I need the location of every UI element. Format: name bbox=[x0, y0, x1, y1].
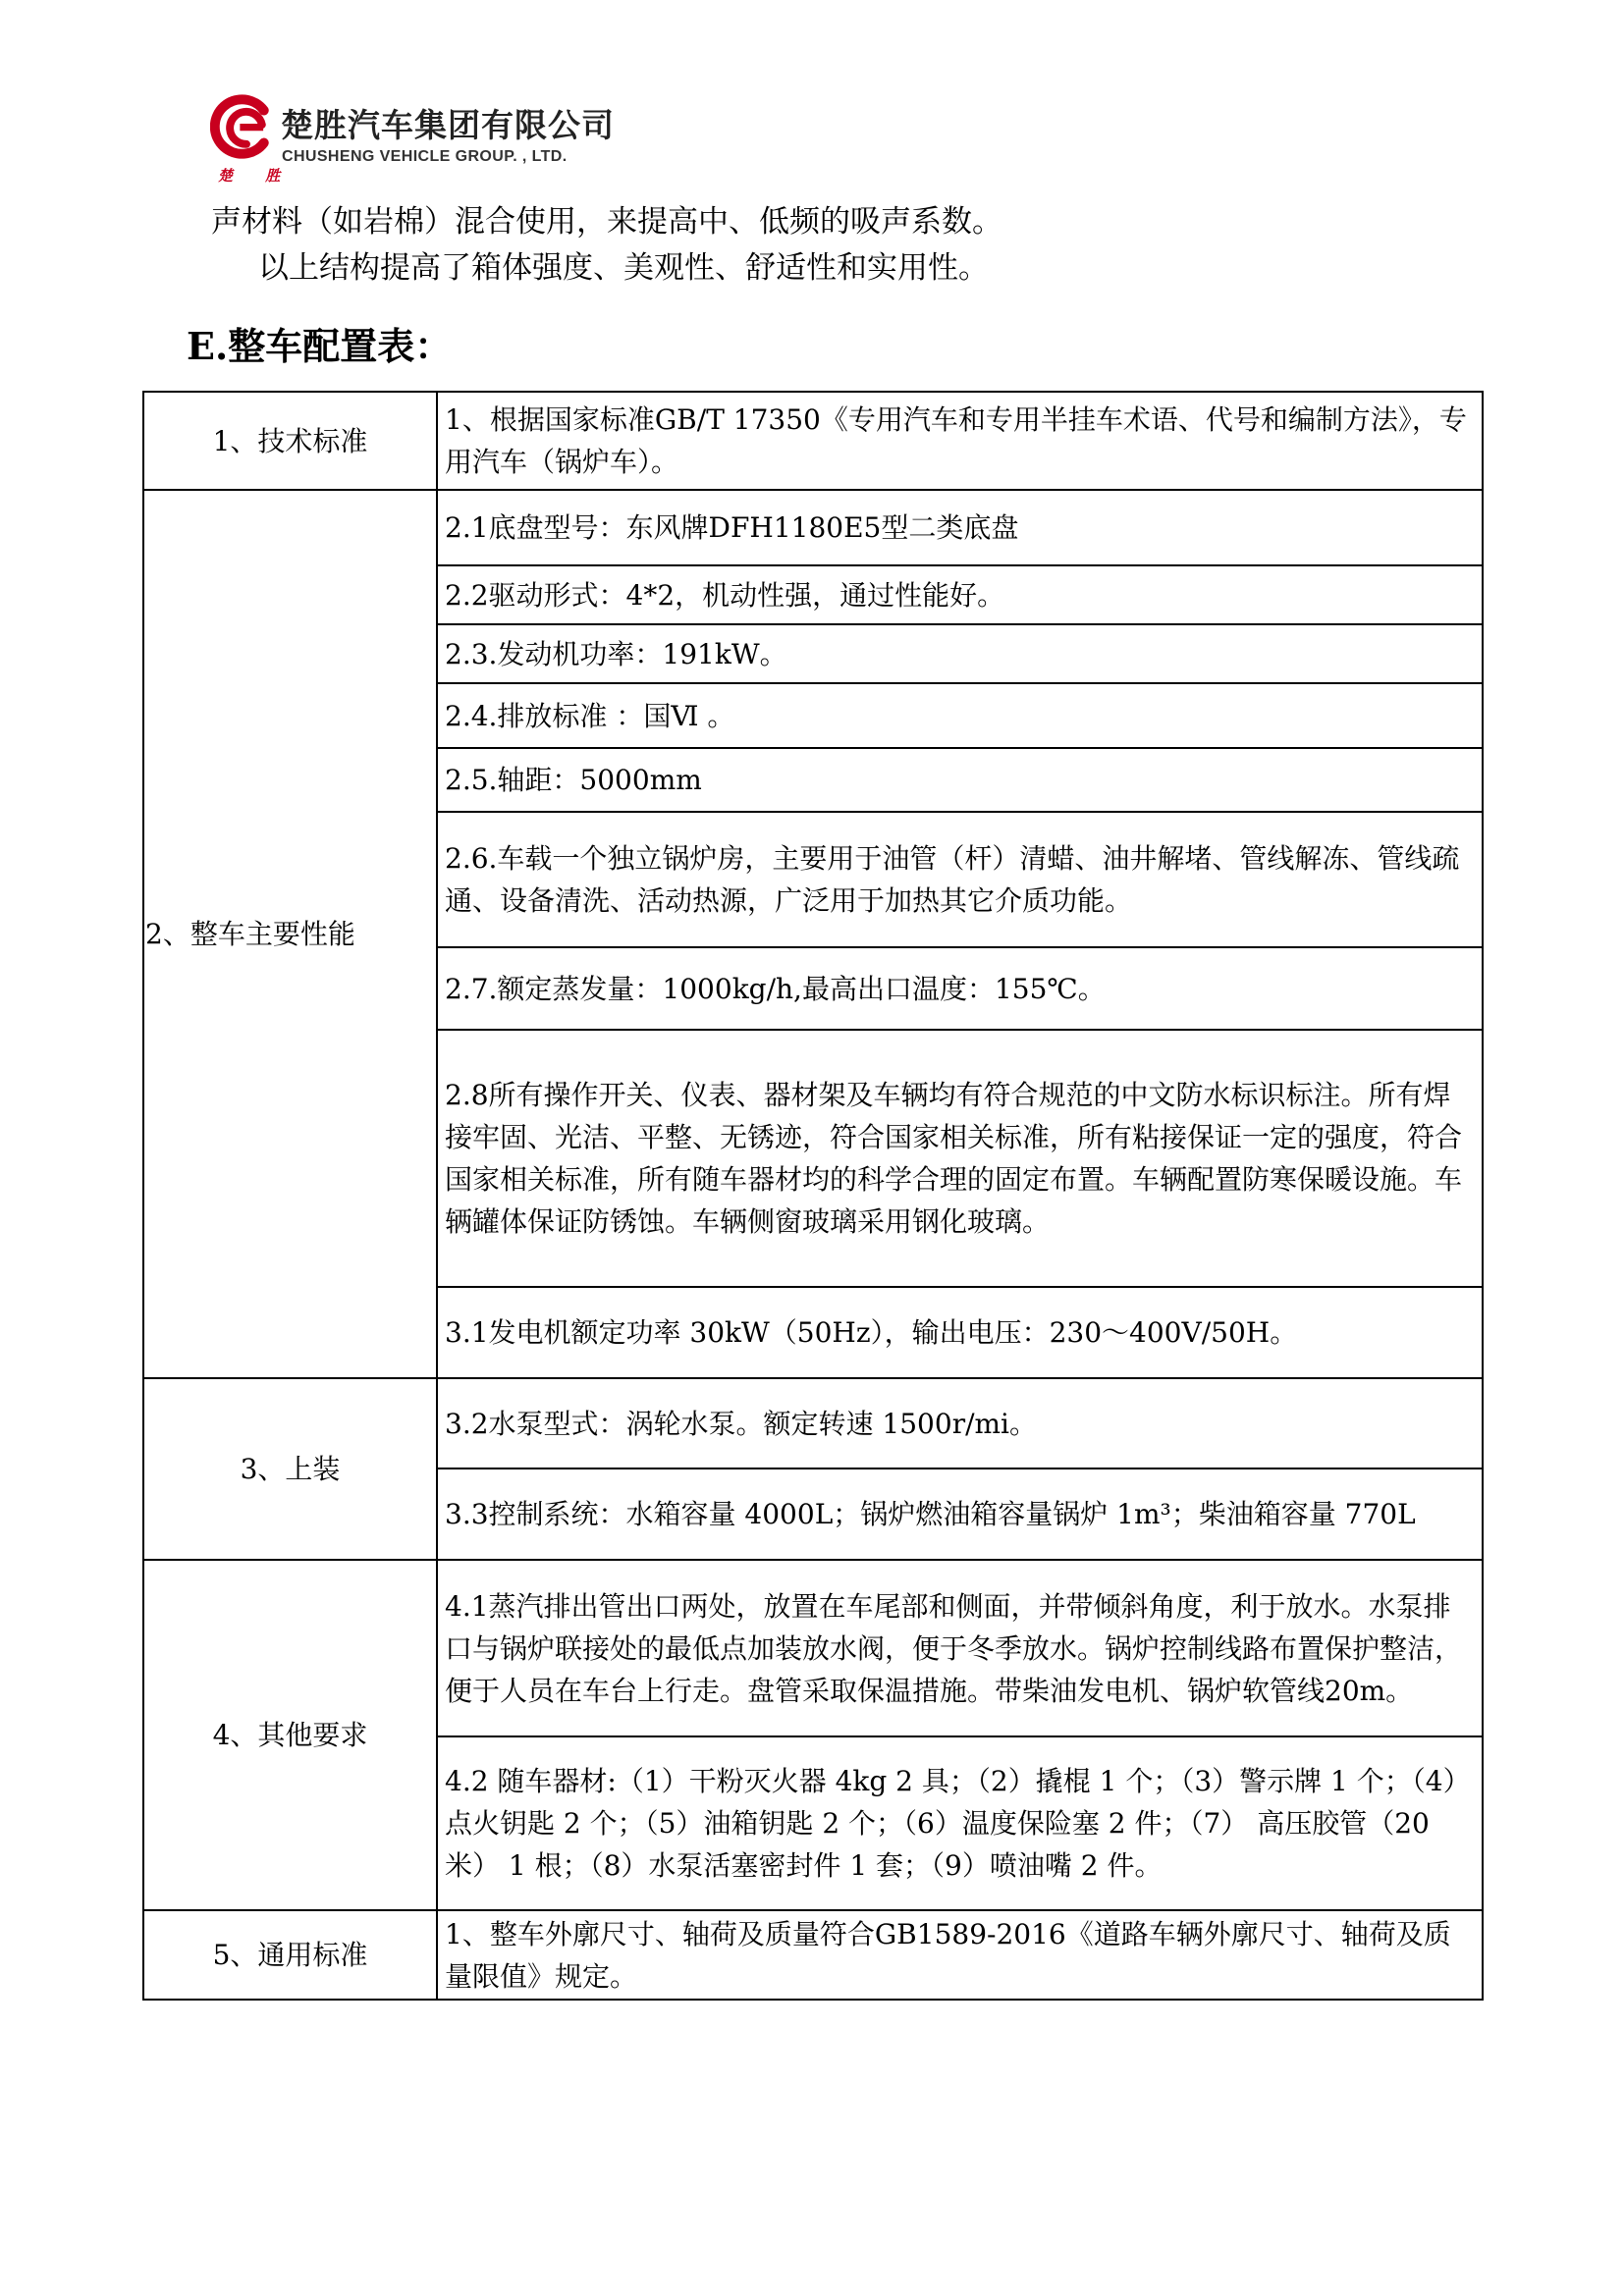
cell-dimension-standard: 1、整车外廓尺寸、轴荷及质量符合GB1589-2016《道路车辆外廓尺寸、轴荷及质量限值》规定。 bbox=[437, 1910, 1483, 2000]
cell-marking-and-welding: 2.8所有操作开关、仪表、器材架及车辆均有符合规范的中文防水标识标注。所有焊接牢固、光洁、平整、无锈迹，符合国家相关标准，所有粘接保证一定的强度，符合国家相关标准，所有随车器材均的科学合理的固定布置。车辆配置防寒保暖设施。车辆罐体保证防锈蚀。车辆侧窗玻璃采用钢化玻璃。 bbox=[437, 1030, 1483, 1287]
cell-emission-standard: 2.4.排放标准 ：国Ⅵ 。 bbox=[437, 683, 1483, 748]
table-row bbox=[143, 1560, 1483, 1736]
table-row bbox=[143, 1378, 1483, 1468]
section-label-technical-standard: 1、技术标准 bbox=[143, 392, 437, 490]
paragraph-sound-material: 声材料（如岩棉）混合使用，来提高中、低频的吸声系数。 bbox=[211, 204, 1002, 240]
cell-generator-power: 3.1发电机额定功率 30kW（50Hz），输出电压：230～400V/50H。 bbox=[437, 1287, 1483, 1378]
section-label-general-standard: 5、通用标准 bbox=[143, 1910, 437, 2000]
cell-water-pump: 3.2水泵型式：涡轮水泵。额定转速 1500r/mi。 bbox=[437, 1378, 1483, 1468]
section-label-superstructure: 3、上装 bbox=[143, 1378, 437, 1560]
company-name-en: CHUSHENG VEHICLE GROUP. , LTD. bbox=[282, 148, 568, 165]
cell-boiler-room-function: 2.6.车载一个独立锅炉房，主要用于油管（杆）清蜡、油井解堵、管线解冻、管线疏通、设备清洗、活动热源，广泛用于加热其它介质功能。 bbox=[437, 812, 1483, 947]
cell-engine-power: 2.3.发动机功率：191kW。 bbox=[437, 624, 1483, 683]
section-label-main-performance: 2、整车主要性能 bbox=[143, 490, 437, 1378]
cell-drive-type: 2.2驱动形式：4*2，机动性强，通过性能好。 bbox=[437, 565, 1483, 624]
cell-technical-standard: 1、根据国家标准GB/T 17350《专用汽车和专用半挂车术语、代号和编制方法》，专用汽车（锅炉车）。 bbox=[437, 392, 1483, 490]
paragraph-structure-benefit: 以上结构提高了箱体强度、美观性、舒适性和实用性。 bbox=[258, 250, 989, 286]
logo-mark-text: 楚 胜 bbox=[218, 167, 295, 185]
vehicle-config-table bbox=[142, 391, 1484, 2001]
cell-control-system: 3.3控制系统：水箱容量 4000L；锅炉燃油箱容量锅炉 1m³；柴油箱容量 770L bbox=[437, 1468, 1483, 1560]
chusheng-logo-icon bbox=[210, 94, 275, 159]
cell-steam-outlet: 4.1蒸汽排出管出口两处，放置在车尾部和侧面，并带倾斜角度，利于放水。水泵排口与锅炉联接处的最低点加装放水阀，便于冬季放水。锅炉控制线路布置保护整洁，便于人员在车台上行走。盘管采取保温措施。带柴油发电机、锅炉软管线20m。 bbox=[437, 1560, 1483, 1736]
cell-chassis-model: 2.1底盘型号：东风牌DFH1180E5型二类底盘 bbox=[437, 490, 1483, 565]
section-label-other-requirements: 4、其他要求 bbox=[143, 1560, 437, 1910]
table-row bbox=[143, 1910, 1483, 2000]
table-row bbox=[143, 392, 1483, 490]
table-row bbox=[143, 490, 1483, 565]
company-name-cn: 楚胜汽车集团有限公司 bbox=[281, 107, 615, 143]
cell-onboard-equipment: 4.2 随车器材:（1）干粉灭火器 4kg 2 具；（2）撬棍 1 个；（3）警示牌 1 个；（4） 点火钥匙 2 个；（5）油箱钥匙 2 个；（6）温度保险塞 2 件；（7） 高压胶管（20 米） 1 根；（8）水泵活塞密封件 1 套；（9）喷油嘴 2 件。 bbox=[437, 1736, 1483, 1910]
cell-evaporation-capacity: 2.7.额定蒸发量：1000kg/h,最高出口温度：155℃。 bbox=[437, 947, 1483, 1030]
cell-wheelbase: 2.5.轴距：5000mm bbox=[437, 748, 1483, 812]
company-logo bbox=[208, 94, 295, 186]
section-heading-vehicle-config: E.整车配置表： bbox=[187, 324, 453, 368]
